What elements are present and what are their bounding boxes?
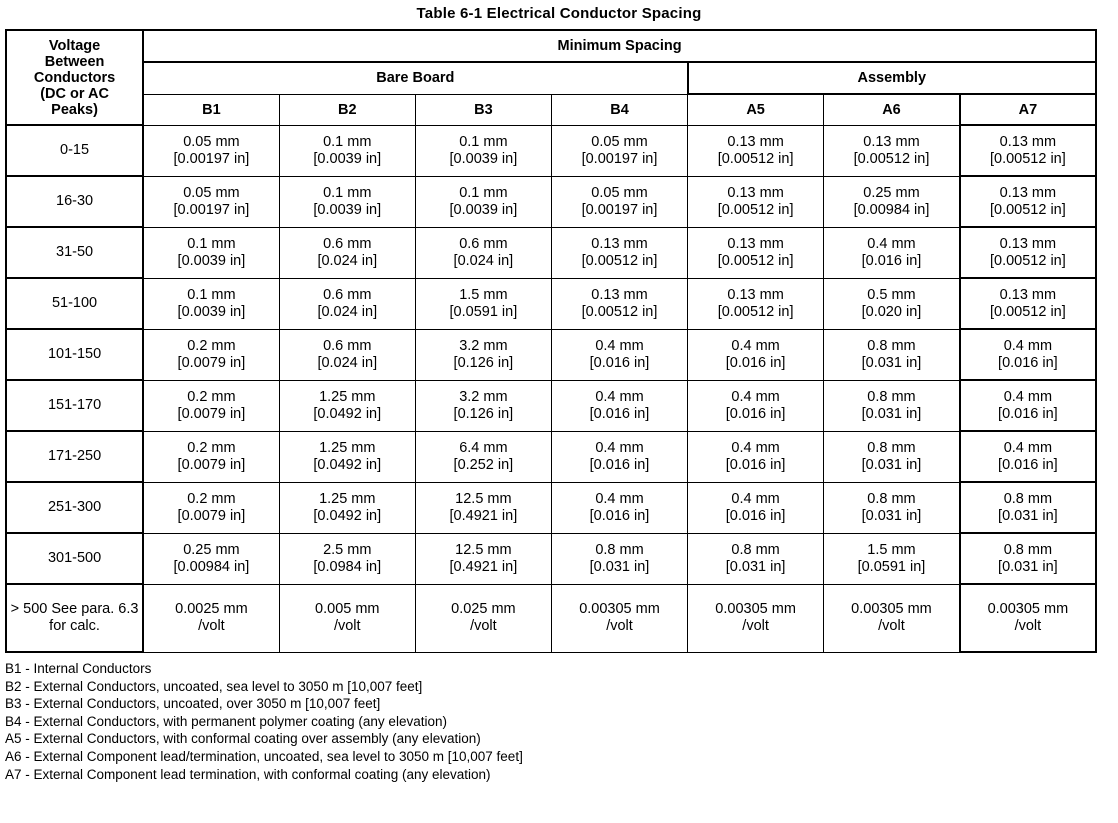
header-col-a5: A5 (688, 94, 824, 125)
cell-b3: 1.5 mm [0.0591 in] (415, 278, 551, 329)
cell-b1: 0.05 mm [0.00197 in] (143, 125, 279, 176)
cell-a7: 0.13 mm [0.00512 in] (960, 125, 1096, 176)
header-group-assembly: Assembly (688, 62, 1096, 94)
cell-b3: 0.1 mm [0.0039 in] (415, 125, 551, 176)
cell-a7: 0.4 mm [0.016 in] (960, 431, 1096, 482)
row-voltage-label: 51-100 (6, 278, 143, 329)
footnote-b1: B1 - Internal Conductors (5, 661, 152, 676)
table-row (6, 482, 1096, 533)
cell-a6: 0.4 mm [0.016 in] (824, 227, 960, 278)
electrical-conductor-spacing-table (5, 29, 1097, 653)
cell-a6: 0.8 mm [0.031 in] (824, 329, 960, 380)
cell-b2: 0.1 mm [0.0039 in] (279, 176, 415, 227)
header-minimum-spacing: Minimum Spacing (143, 30, 1096, 62)
table-row (6, 278, 1096, 329)
cell-a7: 0.4 mm [0.016 in] (960, 380, 1096, 431)
cell-b3: 3.2 mm [0.126 in] (415, 380, 551, 431)
header-col-b3: B3 (415, 94, 551, 125)
cell-a6: 0.8 mm [0.031 in] (824, 380, 960, 431)
table-row (6, 431, 1096, 482)
voltage-header-line-5: Peaks) (51, 101, 98, 118)
row-voltage-label: > 500 See para. 6.3 for calc. (6, 584, 143, 652)
cell-b2: 0.6 mm [0.024 in] (279, 278, 415, 329)
cell-b4: 0.00305 mm /volt (551, 584, 687, 652)
cell-b4: 0.8 mm [0.031 in] (551, 533, 687, 584)
table-body (6, 125, 1096, 652)
cell-a5: 0.4 mm [0.016 in] (688, 329, 824, 380)
table-footnotes (5, 660, 1118, 783)
cell-b1: 0.25 mm [0.00984 in] (143, 533, 279, 584)
cell-b4: 0.13 mm [0.00512 in] (551, 278, 687, 329)
cell-a5: 0.13 mm [0.00512 in] (688, 125, 824, 176)
cell-b1: 0.05 mm [0.00197 in] (143, 176, 279, 227)
header-row-columns (6, 94, 1096, 125)
cell-a5: 0.4 mm [0.016 in] (688, 431, 824, 482)
cell-a7: 0.4 mm [0.016 in] (960, 329, 1096, 380)
row-voltage-label: 151-170 (6, 380, 143, 431)
header-row-groups (6, 62, 1096, 94)
header-col-b4: B4 (551, 94, 687, 125)
cell-b1: 0.0025 mm /volt (143, 584, 279, 652)
cell-b4: 0.4 mm [0.016 in] (551, 380, 687, 431)
header-col-b2: B2 (279, 94, 415, 125)
row-voltage-label: 171-250 (6, 431, 143, 482)
cell-b2: 0.1 mm [0.0039 in] (279, 125, 415, 176)
cell-a6: 0.8 mm [0.031 in] (824, 482, 960, 533)
footnote-b2: B2 - External Conductors, uncoated, sea level to 3050 m [10,007 feet] (5, 678, 423, 694)
cell-b2: 2.5 mm [0.0984 in] (279, 533, 415, 584)
cell-b2: 0.005 mm /volt (279, 584, 415, 652)
cell-b3: 12.5 mm [0.4921 in] (415, 482, 551, 533)
cell-a7: 0.00305 mm /volt (960, 584, 1096, 652)
table-row (6, 176, 1096, 227)
cell-a5: 0.13 mm [0.00512 in] (688, 278, 824, 329)
cell-a6: 0.25 mm [0.00984 in] (824, 176, 960, 227)
voltage-header-line-4: (DC or AC (40, 85, 109, 102)
footnote-b3: B3 - External Conductors, uncoated, over 3050 m [10,007 feet] (5, 696, 381, 712)
cell-b1: 0.1 mm [0.0039 in] (143, 278, 279, 329)
row-voltage-label: 301-500 (6, 533, 143, 584)
table-row (6, 125, 1096, 176)
cell-b3: 12.5 mm [0.4921 in] (415, 533, 551, 584)
cell-a5: 0.13 mm [0.00512 in] (688, 176, 824, 227)
cell-b4: 0.4 mm [0.016 in] (551, 431, 687, 482)
cell-a7: 0.13 mm [0.00512 in] (960, 278, 1096, 329)
header-col-a7: A7 (960, 94, 1096, 125)
cell-a5: 0.8 mm [0.031 in] (688, 533, 824, 584)
header-row-minimum-spacing (6, 30, 1096, 62)
header-group-bare-board: Bare Board (143, 62, 687, 94)
cell-b3: 0.1 mm [0.0039 in] (415, 176, 551, 227)
cell-a6: 0.8 mm [0.031 in] (824, 431, 960, 482)
row-voltage-label: 251-300 (6, 482, 143, 533)
cell-b2: 1.25 mm [0.0492 in] (279, 482, 415, 533)
cell-b4: 0.4 mm [0.016 in] (551, 482, 687, 533)
cell-a7: 0.8 mm [0.031 in] (960, 533, 1096, 584)
table-row (6, 584, 1096, 652)
cell-b1: 0.2 mm [0.0079 in] (143, 431, 279, 482)
voltage-header-line-1: Voltage (48, 37, 101, 54)
cell-a5: 0.4 mm [0.016 in] (688, 380, 824, 431)
row-voltage-label: 101-150 (6, 329, 143, 380)
voltage-header-line-2: Between (44, 53, 105, 70)
cell-a6: 0.5 mm [0.020 in] (824, 278, 960, 329)
header-col-a6: A6 (824, 94, 960, 125)
table-row (6, 533, 1096, 584)
cell-b3: 0.025 mm /volt (415, 584, 551, 652)
footnote-b4: B4 - External Conductors, with permanent polymer coating (any elevation) (5, 713, 447, 729)
footnote-a6: A6 - External Component lead/termination, uncoated, sea level to 3050 m [10,007 feet] (5, 748, 523, 764)
cell-b4: 0.05 mm [0.00197 in] (551, 176, 687, 227)
cell-a5: 0.4 mm [0.016 in] (688, 482, 824, 533)
row-voltage-label: 31-50 (6, 227, 143, 278)
header-voltage-between-conductors (6, 30, 143, 125)
cell-a6: 0.13 mm [0.00512 in] (824, 125, 960, 176)
table-caption: Table 6-1 Electrical Conductor Spacing (416, 5, 702, 22)
cell-a7: 0.13 mm [0.00512 in] (960, 227, 1096, 278)
row-voltage-label: 0-15 (6, 125, 143, 176)
cell-a7: 0.13 mm [0.00512 in] (960, 176, 1096, 227)
cell-b4: 0.4 mm [0.016 in] (551, 329, 687, 380)
cell-b1: 0.2 mm [0.0079 in] (143, 329, 279, 380)
cell-a5: 0.00305 mm /volt (688, 584, 824, 652)
table-row (6, 380, 1096, 431)
cell-b3: 3.2 mm [0.126 in] (415, 329, 551, 380)
row-voltage-label: 16-30 (6, 176, 143, 227)
cell-a7: 0.8 mm [0.031 in] (960, 482, 1096, 533)
cell-b4: 0.13 mm [0.00512 in] (551, 227, 687, 278)
cell-b2: 0.6 mm [0.024 in] (279, 227, 415, 278)
cell-b1: 0.2 mm [0.0079 in] (143, 380, 279, 431)
cell-b3: 0.6 mm [0.024 in] (415, 227, 551, 278)
voltage-header-line-3: Conductors (33, 69, 116, 86)
cell-b2: 1.25 mm [0.0492 in] (279, 431, 415, 482)
table-row (6, 227, 1096, 278)
cell-b3: 6.4 mm [0.252 in] (415, 431, 551, 482)
cell-a6: 0.00305 mm /volt (824, 584, 960, 652)
header-col-b1: B1 (143, 94, 279, 125)
cell-b2: 0.6 mm [0.024 in] (279, 329, 415, 380)
table-row (6, 329, 1096, 380)
cell-a5: 0.13 mm [0.00512 in] (688, 227, 824, 278)
cell-a6: 1.5 mm [0.0591 in] (824, 533, 960, 584)
table-header (6, 30, 1096, 125)
cell-b2: 1.25 mm [0.0492 in] (279, 380, 415, 431)
cell-b4: 0.05 mm [0.00197 in] (551, 125, 687, 176)
footnote-a5: A5 - External Conductors, with conformal coating over assembly (any elevation) (5, 731, 481, 747)
cell-b1: 0.2 mm [0.0079 in] (143, 482, 279, 533)
cell-b1: 0.1 mm [0.0039 in] (143, 227, 279, 278)
footnote-a7: A7 - External Component lead termination, with conformal coating (any elevation) (5, 766, 491, 782)
